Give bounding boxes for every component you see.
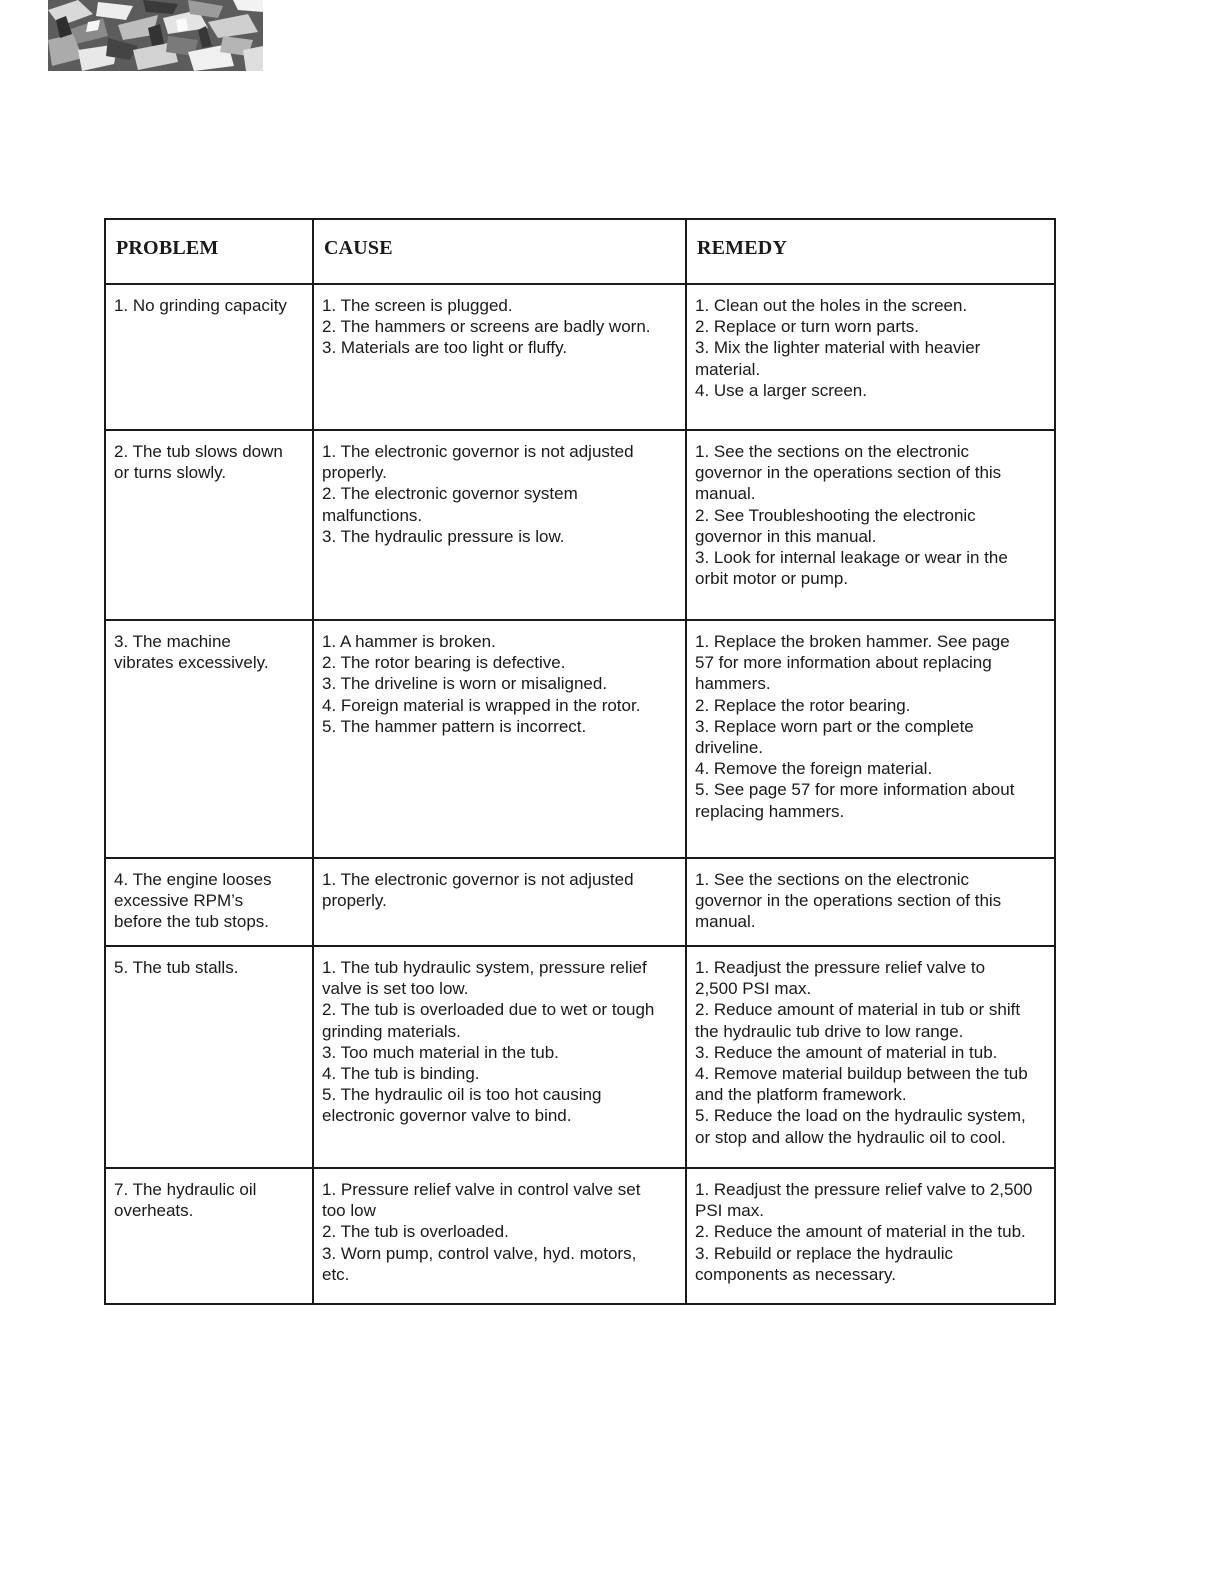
- header-texture-image: [48, 0, 263, 71]
- remedy-text-line: PSI max.: [695, 1201, 764, 1221]
- remedy-text-line: 2. Reduce the amount of material in the tub.: [695, 1222, 1026, 1242]
- problem-text-line: 5. The tub stalls.: [114, 958, 239, 977]
- cause-text-line: 1. The tub hydraulic system, pressure relief: [322, 958, 647, 977]
- remedy-text-line: 2. Reduce amount of material in tub or shift: [695, 1000, 1021, 1020]
- cause-cell: [313, 284, 686, 430]
- remedy-text-line: governor in this manual.: [695, 526, 877, 546]
- remedy-text-line: 3. Look for internal leakage or wear in the: [695, 548, 1008, 568]
- cause-text-line: 2. The tub is overloaded due to wet or tough: [322, 1000, 655, 1020]
- table-row: [105, 284, 1055, 430]
- cause-text-line: properly.: [322, 463, 387, 483]
- problem-text-line: 2. The tub slows down: [114, 442, 283, 461]
- problem-cell: [105, 1168, 313, 1304]
- remedy-text-line: 3. Replace worn part or the complete: [695, 716, 974, 736]
- cause-cell: [313, 858, 686, 946]
- table-row: [105, 620, 1055, 858]
- cause-text-line: too low: [322, 1201, 376, 1221]
- cause-text-line: malfunctions.: [322, 505, 423, 525]
- remedy-text-line: 2. Replace or turn worn parts.: [695, 317, 919, 337]
- remedy-text-line: 5. See page 57 for more information about: [695, 780, 1015, 800]
- cause-text-line: 1. The screen is plugged.: [322, 296, 513, 315]
- remedy-text-line: 4. Use a larger screen.: [695, 380, 867, 400]
- cause-text-line: 1. A hammer is broken.: [322, 632, 496, 651]
- cause-cell: [313, 1168, 686, 1304]
- problem-cell: [105, 284, 313, 430]
- remedy-text-line: components as necessary.: [695, 1264, 896, 1284]
- table-row: [105, 1168, 1055, 1304]
- remedy-cell: [686, 858, 1055, 946]
- cause-text-line: properly.: [322, 891, 387, 911]
- cause-text-line: 1. The electronic governor is not adjusted: [322, 442, 634, 461]
- remedy-text-line: replacing hammers.: [695, 801, 845, 821]
- cause-text-line: 4. Foreign material is wrapped in the rotor.: [322, 695, 641, 715]
- problem-text-line: 4. The engine looses: [114, 870, 272, 889]
- remedy-cell: [686, 284, 1055, 430]
- remedy-cell: [686, 946, 1055, 1168]
- cause-text-line: 1. Pressure relief valve in control valve set: [322, 1180, 641, 1199]
- problem-text-line: 7. The hydraulic oil: [114, 1180, 257, 1199]
- remedy-text-line: or stop and allow the hydraulic oil to cool.: [695, 1127, 1006, 1147]
- problem-text-line: vibrates excessively.: [114, 653, 269, 673]
- remedy-text-line: 4. Remove the foreign material.: [695, 759, 933, 779]
- remedy-text-line: 57 for more information about replacing: [695, 653, 992, 673]
- cause-text-line: 3. The hydraulic pressure is low.: [322, 526, 565, 546]
- remedy-text-line: 1. Replace the broken hammer. See page: [695, 632, 1010, 651]
- remedy-text-line: 5. Reduce the load on the hydraulic system,: [695, 1106, 1026, 1126]
- problem-cell: [105, 620, 313, 858]
- cause-text-line: 3. Worn pump, control valve, hyd. motors,: [322, 1243, 637, 1263]
- problem-text-line: or turns slowly.: [114, 463, 227, 483]
- table-row: [105, 858, 1055, 946]
- remedy-text-line: 1. See the sections on the electronic: [695, 870, 970, 889]
- remedy-text-line: hammers.: [695, 674, 771, 694]
- table-row: [105, 946, 1055, 1168]
- cause-text-line: electronic governor valve to bind.: [322, 1106, 572, 1126]
- cause-text-line: 2. The electronic governor system: [322, 484, 578, 504]
- remedy-text-line: orbit motor or pump.: [695, 569, 849, 589]
- column-header-remedy: REMEDY: [686, 219, 1055, 284]
- cause-cell: [313, 430, 686, 620]
- column-header-problem: PROBLEM: [105, 219, 313, 284]
- remedy-cell: [686, 430, 1055, 620]
- remedy-text-line: 1. Clean out the holes in the screen.: [695, 296, 968, 315]
- problem-text-line: overheats.: [114, 1201, 194, 1221]
- cause-text-line: 3. Materials are too light or fluffy.: [322, 338, 568, 358]
- remedy-text-line: manual.: [695, 912, 756, 932]
- problem-text-line: excessive RPM’s: [114, 891, 244, 911]
- table-row: [105, 430, 1055, 620]
- remedy-text-line: 1. Readjust the pressure relief valve to 2,500: [695, 1180, 1033, 1199]
- cause-text-line: 2. The tub is overloaded.: [322, 1222, 509, 1242]
- problem-cell: [105, 946, 313, 1168]
- remedy-text-line: 2. See Troubleshooting the electronic: [695, 505, 976, 525]
- problem-text-line: 3. The machine: [114, 632, 231, 651]
- cause-text-line: 4. The tub is binding.: [322, 1064, 480, 1084]
- remedy-text-line: material.: [695, 359, 761, 379]
- column-header-cause: CAUSE: [313, 219, 686, 284]
- problem-text-line: 1. No grinding capacity: [114, 296, 287, 315]
- cause-text-line: 1. The electronic governor is not adjusted: [322, 870, 634, 889]
- problem-text-line: before the tub stops.: [114, 912, 269, 932]
- troubleshooting-table: [104, 218, 1056, 1305]
- cause-text-line: 5. The hammer pattern is incorrect.: [322, 716, 587, 736]
- remedy-text-line: the hydraulic tub drive to low range.: [695, 1021, 964, 1041]
- remedy-text-line: governor in the operations section of this: [695, 891, 1002, 911]
- remedy-cell: [686, 1168, 1055, 1304]
- problem-cell: [105, 858, 313, 946]
- cause-text-line: etc.: [322, 1264, 350, 1284]
- remedy-text-line: driveline.: [695, 738, 764, 758]
- remedy-text-line: 3. Mix the lighter material with heavier: [695, 338, 981, 358]
- remedy-text-line: 2,500 PSI max.: [695, 979, 812, 999]
- remedy-text-line: 4. Remove material buildup between the tub: [695, 1064, 1028, 1084]
- remedy-text-line: manual.: [695, 484, 756, 504]
- cause-text-line: 3. The driveline is worn or misaligned.: [322, 674, 608, 694]
- remedy-text-line: 2. Replace the rotor bearing.: [695, 695, 911, 715]
- remedy-cell: [686, 620, 1055, 858]
- problem-cell: [105, 430, 313, 620]
- remedy-text-line: 3. Reduce the amount of material in tub.: [695, 1042, 998, 1062]
- remedy-text-line: 3. Rebuild or replace the hydraulic: [695, 1243, 953, 1263]
- cause-cell: [313, 620, 686, 858]
- cause-text-line: 2. The rotor bearing is defective.: [322, 653, 566, 673]
- remedy-text-line: 1. See the sections on the electronic: [695, 442, 970, 461]
- cause-text-line: 5. The hydraulic oil is too hot causing: [322, 1085, 602, 1105]
- remedy-text-line: and the platform framework.: [695, 1085, 907, 1105]
- remedy-text-line: governor in the operations section of this: [695, 463, 1002, 483]
- remedy-text-line: 1. Readjust the pressure relief valve to: [695, 958, 986, 977]
- cause-text-line: 2. The hammers or screens are badly worn.: [322, 317, 651, 337]
- cause-cell: [313, 946, 686, 1168]
- table-header-row: [105, 219, 1055, 284]
- cause-text-line: 3. Too much material in the tub.: [322, 1042, 559, 1062]
- cause-text-line: grinding materials.: [322, 1021, 461, 1041]
- cause-text-line: valve is set too low.: [322, 979, 469, 999]
